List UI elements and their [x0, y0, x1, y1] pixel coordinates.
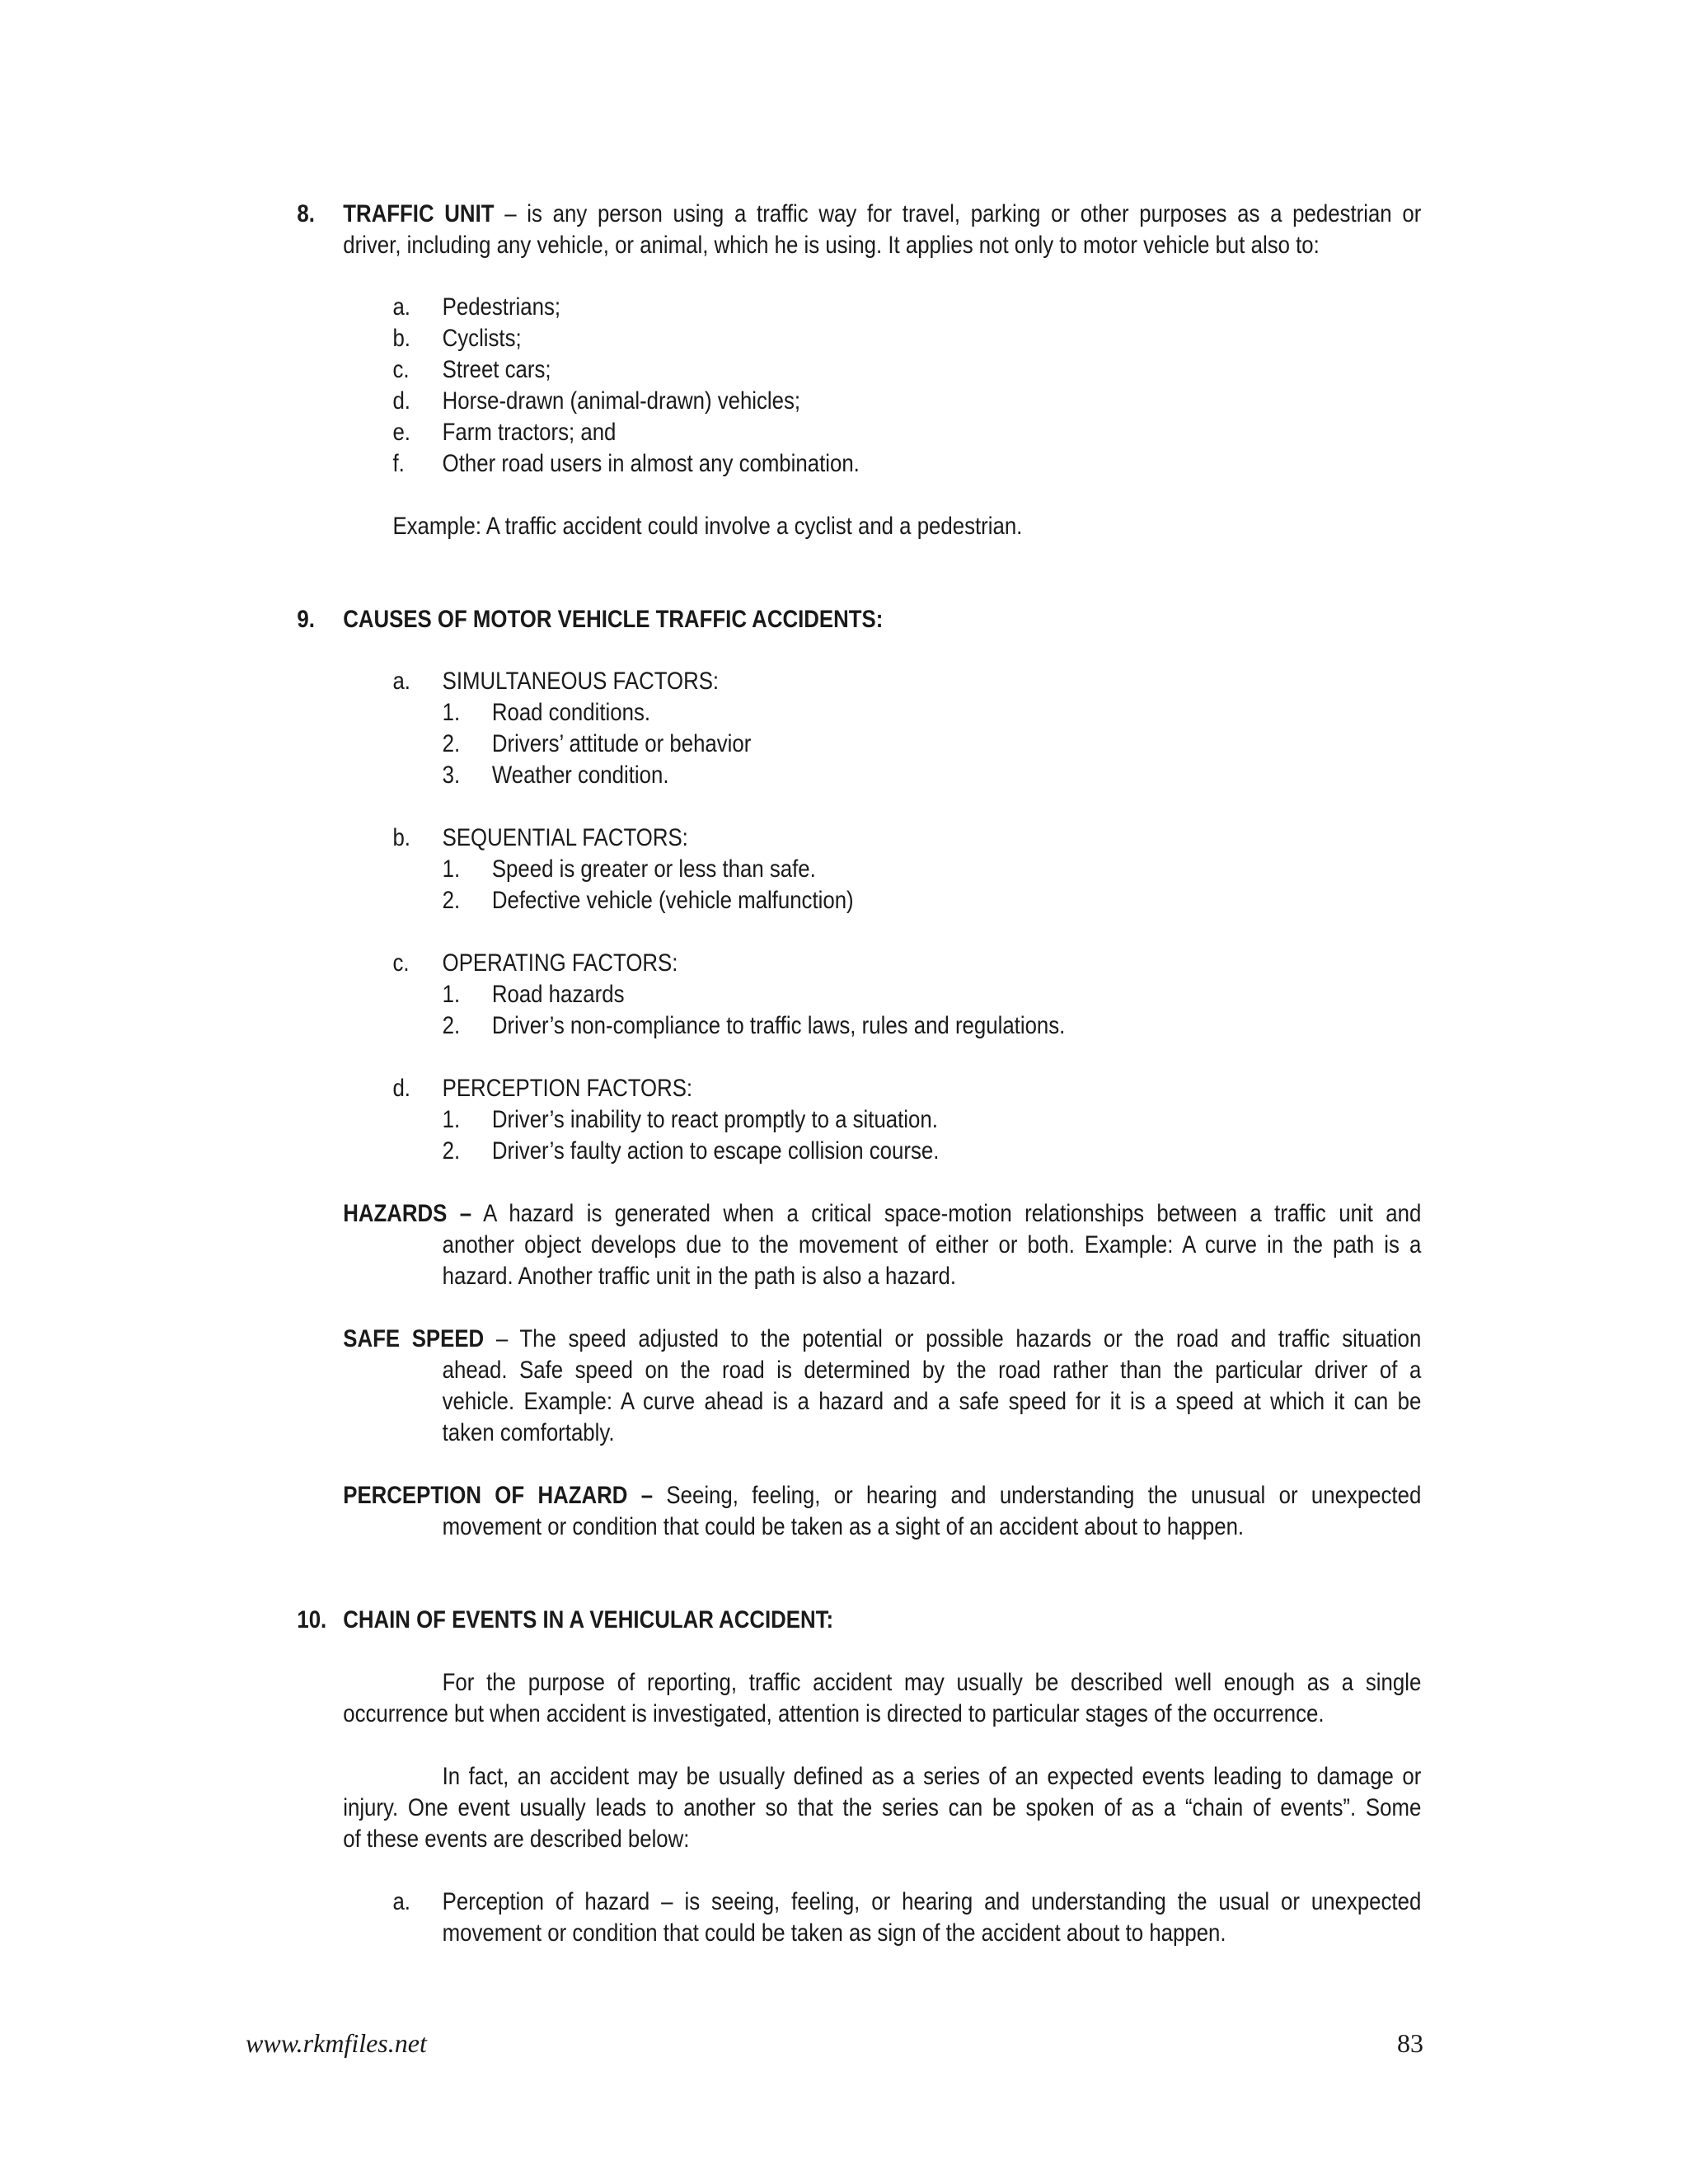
list-marker: c. [392, 356, 410, 383]
list-item: Driver’s faulty action to escape collision course. [491, 1137, 940, 1165]
item-a-line-1: Perception of hazard – is seeing, feeling, or hearing and understanding the usual or unexpected [442, 1888, 1422, 1915]
list-marker: 1. [442, 981, 461, 1008]
group-title: PERCEPTION FACTORS: [442, 1075, 693, 1102]
list-marker: 1. [442, 699, 461, 726]
group-marker: b. [392, 824, 410, 851]
group-marker: c. [392, 949, 410, 977]
list-marker: 1. [442, 855, 461, 883]
list-item: Speed is greater or less than safe. [491, 855, 816, 883]
list-marker: b. [392, 325, 410, 352]
list-item: Defective vehicle (vehicle malfunction) [491, 887, 854, 914]
list-marker: 2. [442, 1137, 461, 1165]
group-title: OPERATING FACTORS: [442, 949, 678, 977]
para-2-line-1: In fact, an accident may be usually defined as a series of an expected events leading to damage or [442, 1763, 1422, 1790]
section-8-line-1-text: – is any person using a traffic way for travel, parking or other purposes as a pedestrian or [504, 200, 1422, 227]
list-item: Driver’s inability to react promptly to a situation. [491, 1106, 938, 1133]
list-marker: 2. [442, 1012, 461, 1039]
group-marker: d. [392, 1075, 410, 1102]
list-item: Road hazards [491, 981, 625, 1008]
list-marker: 3. [442, 762, 461, 789]
para-2-line-2: injury. One event usually leads to another so that the series can be spoken of as a “chain of events”. Some [343, 1794, 1422, 1821]
hazards-term: HAZARDS – [343, 1200, 472, 1227]
section-8-line-1 [343, 199, 1421, 230]
list-item: Pedestrians; [442, 293, 561, 321]
list-item: Street cars; [442, 356, 551, 383]
para-1-line-1: For the purpose of reporting, traffic accident may usually be described well enough as a single [442, 1669, 1422, 1696]
list-marker: d. [392, 387, 410, 415]
list-marker: 2. [442, 887, 461, 914]
list-item: Weather condition. [491, 762, 669, 789]
section-9-heading: CAUSES OF MOTOR VEHICLE TRAFFIC ACCIDENTS: [343, 606, 884, 633]
section-9-number: 9. [297, 606, 315, 633]
safe-speed-line-2: ahead. Safe speed on the road is determined by the road rather than the particular driver of a [442, 1357, 1422, 1384]
section-10-number: 10. [297, 1606, 327, 1633]
list-marker: 1. [442, 1106, 461, 1133]
perception-term: PERCEPTION OF HAZARD – [343, 1482, 654, 1509]
group-title: SIMULTANEOUS FACTORS: [442, 668, 720, 695]
list-item: Farm tractors; and [442, 419, 617, 446]
perception-line-1: PERCEPTION OF HAZARD – Seeing, feeling, or hearing and understanding the unusual or unexpected [343, 1482, 1422, 1509]
list-marker: a. [392, 1888, 410, 1915]
list-marker: e. [392, 419, 410, 446]
para-1-line-2: occurrence but when accident is investigated, attention is directed to particular stages of the occurrence. [343, 1700, 1325, 1727]
section-8-line-2: driver, including any vehicle, or animal, which he is using. It applies not only to motor vehicle but also to: [343, 232, 1320, 259]
section-10-heading: CHAIN OF EVENTS IN A VEHICULAR ACCIDENT: [343, 1606, 834, 1633]
hazards-line-1: HAZARDS – A hazard is generated when a critical space-motion relationships between a traffic unit and [343, 1200, 1422, 1227]
list-item: Horse-drawn (animal-drawn) vehicles; [442, 387, 801, 415]
footer-website: www.rkmfiles.net [246, 2028, 427, 2058]
list-item: Other road users in almost any combination. [442, 450, 860, 477]
group-marker: a. [392, 668, 410, 695]
hazards-line-2: another object develops due to the movement of either or both. Example: A curve in the path is a [442, 1231, 1422, 1258]
safe-speed-line-4: taken comfortably. [442, 1419, 615, 1446]
list-marker: a. [392, 293, 410, 321]
section-8-number: 8. [297, 200, 315, 227]
para-2-line-3: of these events are described below: [343, 1825, 690, 1853]
hazards-line-3: hazard. Another traffic unit in the path is also a hazard. [442, 1263, 957, 1290]
section-8-example: Example: A traffic accident could involve a cyclist and a pedestrian. [392, 513, 1023, 540]
group-title: SEQUENTIAL FACTORS: [442, 824, 688, 851]
safe-speed-line-3: vehicle. Example: A curve ahead is a hazard and a safe speed for it is a speed at which it can be [442, 1388, 1422, 1415]
safe-speed-line-1: SAFE SPEED – The speed adjusted to the potential or possible hazards or the road and traffic situation [343, 1325, 1422, 1352]
perception-line-2: movement or condition that could be taken as a sight of an accident about to happen. [442, 1513, 1245, 1540]
list-item: Road conditions. [491, 699, 651, 726]
list-marker: 2. [442, 730, 461, 757]
list-item: Cyclists; [442, 325, 522, 352]
safe-speed-term: SAFE SPEED [343, 1325, 485, 1352]
list-item: Driver’s non-compliance to traffic laws, rules and regulations. [491, 1012, 1066, 1039]
list-marker: f. [392, 450, 405, 477]
list-item: Drivers’ attitude or behavior [491, 730, 752, 757]
item-a-line-2: movement or condition that could be taken as sign of the accident about to happen. [442, 1919, 1226, 1947]
section-8-term: TRAFFIC UNIT [343, 200, 495, 227]
page-number: 83 [1397, 2028, 1423, 2058]
